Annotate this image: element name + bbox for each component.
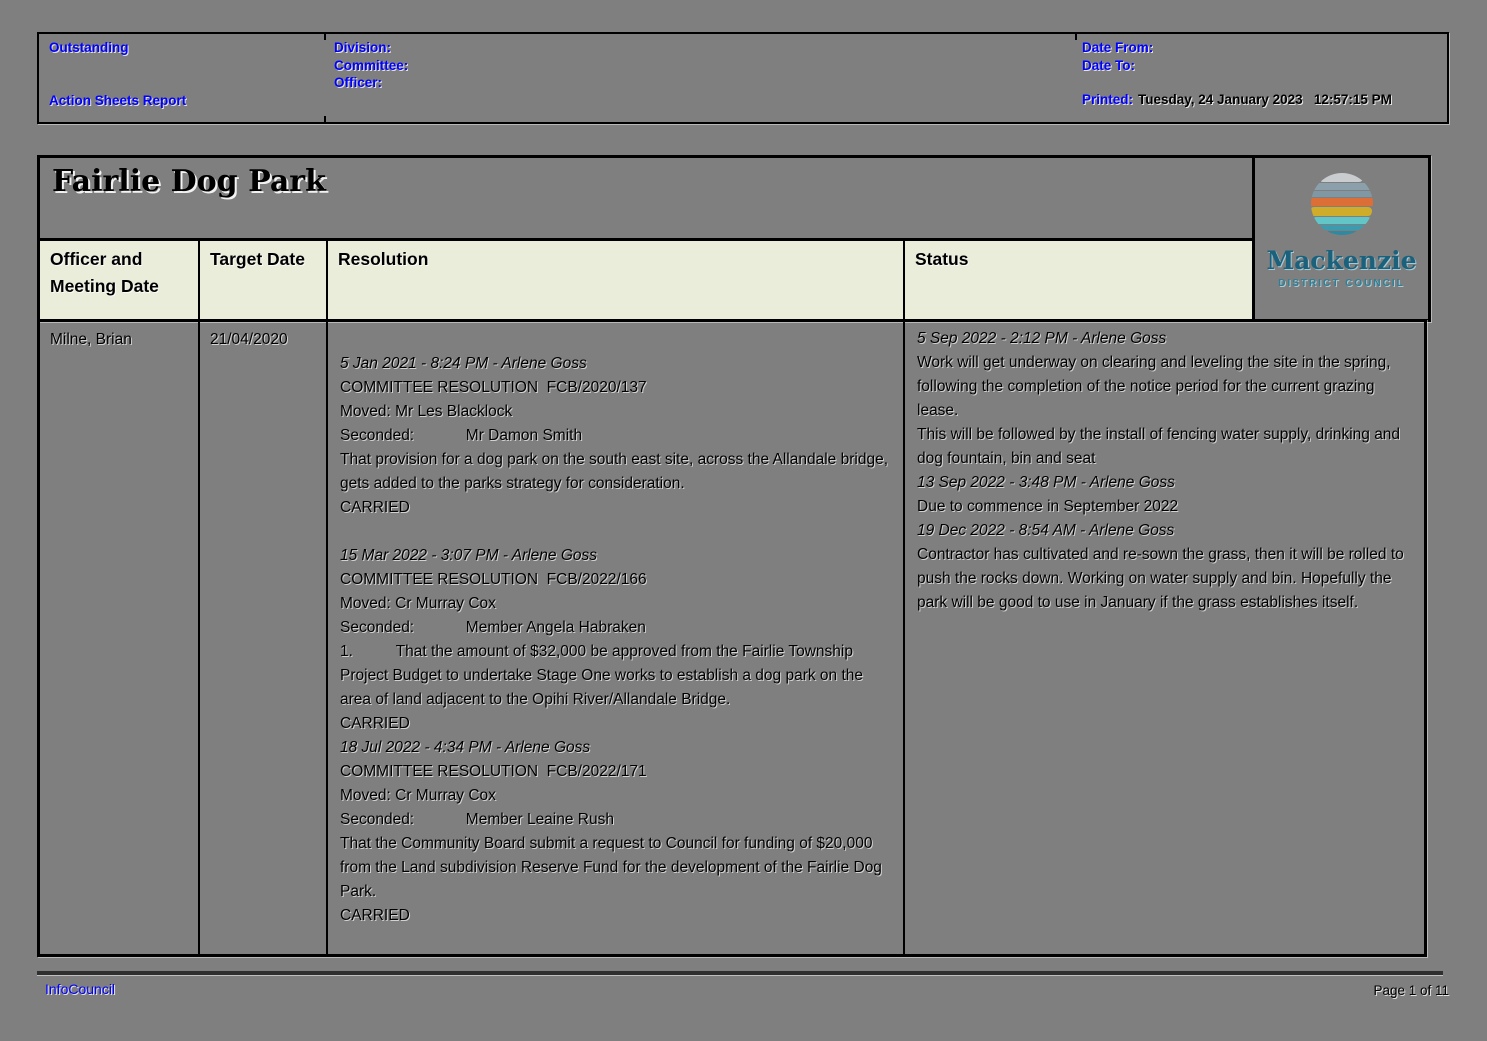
entry-date-line: 18 Jul 2022 - 4:34 PM - Arlene Goss bbox=[340, 739, 591, 756]
item-title: Fairlie Dog Park bbox=[40, 158, 1252, 241]
report-header-filters bbox=[334, 39, 408, 92]
header-cell-divider bbox=[324, 116, 326, 122]
resolution-cell bbox=[328, 322, 905, 954]
entry-text-line: 1. That the amount of $32,000 be approved from the Fairlie Township Project Budget to undertake Stage One works to establish a dog park on the area of land adjacent to the Opihi River/Allandale Bridge. bbox=[340, 643, 868, 708]
entry-date-line: 5 Jan 2021 - 8:24 PM - Arlene Goss bbox=[340, 355, 587, 372]
column-header-resolution: Resolution bbox=[328, 241, 905, 319]
entry-date-line: 19 Dec 2022 - 8:54 AM - Arlene Goss bbox=[917, 522, 1175, 539]
entry-text-line: COMMITTEE RESOLUTION FCB/2020/137 bbox=[340, 379, 647, 396]
mackenzie-globe-icon bbox=[1309, 171, 1375, 237]
entry-text-line: Due to commence in September 2022 bbox=[917, 498, 1179, 515]
column-header-officer: Officer and Meeting Date bbox=[40, 241, 200, 319]
report-header-box bbox=[37, 32, 1449, 124]
entry-text-line: COMMITTEE RESOLUTION FCB/2022/171 bbox=[340, 763, 647, 780]
entry-text-line bbox=[340, 520, 891, 544]
column-header-target-date: Target Date bbox=[200, 241, 328, 319]
report-title: Action Sheets Report bbox=[49, 92, 187, 108]
entry-text-line: Moved: Mr Les Blacklock bbox=[340, 403, 513, 420]
column-header-status: Status bbox=[905, 241, 1252, 319]
entry-text-line: Seconded: Mr Damon Smith bbox=[340, 427, 583, 444]
infocouncil-brand: InfoCouncil bbox=[45, 981, 116, 997]
date-to-label: Date To: bbox=[1082, 57, 1135, 73]
printed-label: Printed: bbox=[1082, 92, 1134, 107]
entry-date-line: 5 Sep 2022 - 2:12 PM - Arlene Goss bbox=[917, 330, 1167, 347]
action-item-table-header bbox=[37, 155, 1431, 322]
report-header-dates bbox=[1082, 39, 1440, 109]
page-number: Page 1 of 11 bbox=[1373, 983, 1449, 998]
target-date-cell: 21/04/2020 bbox=[200, 322, 328, 954]
report-header-left bbox=[49, 39, 186, 109]
entry-text-line: This will be followed by the install of fencing water supply, drinking and dog fountain, bin and seat bbox=[917, 426, 1405, 467]
footer-rule bbox=[37, 971, 1443, 975]
entry-text-line: Moved: Cr Murray Cox bbox=[340, 787, 496, 804]
entry-text-line: Contractor has cultivated and re-sown the grass, then it will be rolled to push the rocks down. Working on water supply and bin. Hopefully the park will be good to use in January if the grass establishes itself. bbox=[917, 546, 1409, 611]
entry-text-line: Seconded: Member Leaine Rush bbox=[340, 811, 614, 828]
entry-text-line: That the Community Board submit a request to Council for funding of $20,000 from the Land subdivision Reserve Fund for the development of the Fairlie Dog Park. bbox=[340, 835, 887, 900]
report-status-label: Outstanding bbox=[49, 40, 129, 55]
council-logo bbox=[1252, 158, 1428, 319]
status-cell bbox=[905, 322, 1424, 954]
committee-filter-label: Committee: bbox=[334, 57, 409, 73]
entry-text-line: CARRIED bbox=[340, 715, 410, 732]
date-from-label: Date From: bbox=[1082, 40, 1154, 55]
entry-date-line: 13 Sep 2022 - 3:48 PM - Arlene Goss bbox=[917, 474, 1175, 491]
header-cell-divider bbox=[1075, 34, 1077, 40]
division-filter-label: Division: bbox=[334, 40, 392, 55]
officer-filter-label: Officer: bbox=[334, 75, 383, 90]
entry-text-line: Moved: Cr Murray Cox bbox=[340, 595, 496, 612]
entry-date-line: 15 Mar 2022 - 3:07 PM - Arlene Goss bbox=[340, 547, 598, 564]
header-cell-divider bbox=[324, 34, 326, 40]
printed-timestamp bbox=[1082, 91, 1440, 109]
entry-text-line: CARRIED bbox=[340, 907, 410, 924]
officer-cell: Milne, Brian bbox=[40, 322, 200, 954]
entry-text-line: That provision for a dog park on the south east site, across the Allandale bridge, gets added to the parks strategy for consideration. bbox=[340, 451, 893, 492]
printed-value: Tuesday, 24 January 2023 12:57:15 PM bbox=[1138, 92, 1392, 107]
action-item-row bbox=[37, 319, 1427, 957]
council-logo-name: Mackenzie bbox=[1266, 246, 1417, 275]
entry-text-line: CARRIED bbox=[340, 499, 410, 516]
entry-text-line: COMMITTEE RESOLUTION FCB/2022/166 bbox=[340, 571, 647, 588]
entry-text-line: Seconded: Member Angela Habraken bbox=[340, 619, 646, 636]
entry-text-line: Work will get underway on clearing and leveling the site in the spring, following the completion of the notice period for the current grazing lease. bbox=[917, 354, 1395, 419]
council-logo-subtitle: DISTRICT COUNCIL bbox=[1278, 278, 1405, 289]
